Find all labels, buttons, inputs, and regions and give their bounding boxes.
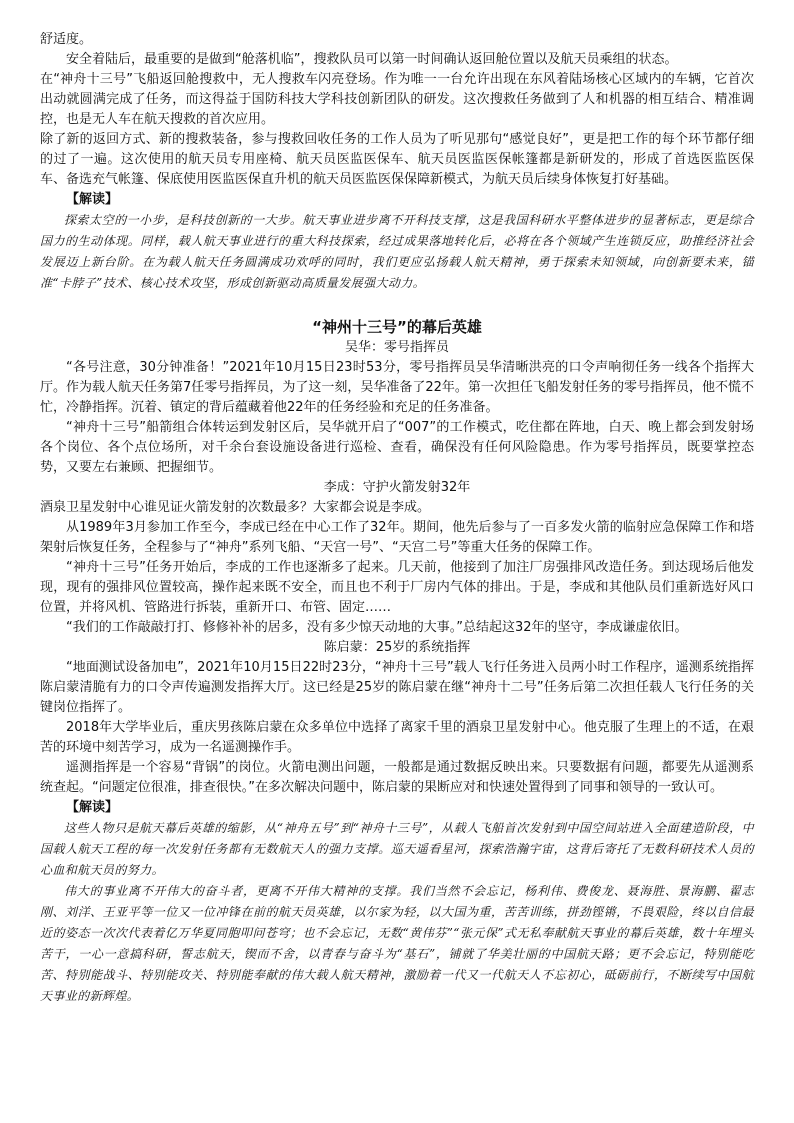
paragraph: 舒适度。 — [40, 32, 93, 47]
paragraph: “神舟十三号”船箭组合体转运到发射区后，吴华就开启了“007”的工作模式，吃住都在阵地，白天、晚上都会到发射场各个岗位、各个点位场所，对千余台套设施设备进行巡检、查看，确保没有任何风险隐患。作为零号指挥员，既要掌控态势，又要左右兼顾、把握细节。 — [40, 420, 754, 475]
section-subtitle: 李成：守护火箭发射32年 — [323, 480, 471, 495]
paragraph: 酒泉卫星发射中心谁见证火箭发射的次数最多？大家都会说是李成。 — [40, 500, 431, 515]
paragraph: 遥测指挥是一个容易“背锅”的岗位。火箭电测出问题，一般都是通过数据反映出来。只要数据有问题，都要先从遥测系统查起。“问题定位很准，排查很快。”在多次解决问题中，陈启蒙的果断应对和快速处置得到了同事和领导的一致认可。 — [40, 760, 754, 795]
section-subtitle: 吴华：零号指挥员 — [344, 340, 449, 355]
commentary-text: 探索太空的一小步，是科技创新的一大步。航天事业进步离不开科技支撑，这是我国科研水平整体进步的显著标志，更是综合国力的生动体现。同样，载人航天事业进行的重大科技探索，经过成果落地转化后，必将在各个领域产生连锁反应，助推经济社会发展迈上新台阶。在为载人航天任务圆满成功欢呼的同时，我们更应弘扬载人航天精神，勇于探索未知领域，向创新要未来，锚准“卡脖子”技术、核心技术攻坚，形成创新驱动高质量发展强大动力。 — [40, 213, 754, 290]
paragraph: 从1989年3月参加工作至今，李成已经在中心工作了32年。期间，他先后参与了一百多发火箭的临射应急保障工作和塔架射后恢复任务，全程参与了“神舟”系列飞船、“天宫一号”、“天宫二号”等重大任务的保障工作。 — [40, 520, 754, 555]
commentary-label: 【解读】 — [66, 800, 119, 815]
commentary-text: 伟大的事业离不开伟大的奋斗者，更离不开伟大精神的支撑。我们当然不会忘记，杨利伟、费俊龙、聂海胜、景海鹏、翟志刚、刘洋、王亚平等一位又一位冲锋在前的航天员英雄，以尔家为轻，以大国为重，苦苦训练，拼劲铿锵，不畏艰险，终以自信最近的姿态一次次代表着亿万华夏同胞叩问苍穹；也不会忘记，无数“黄伟芬”“张元保”式无私奉献航天事业的幕后英雄，数十年埋头苦干，一心一意搞科研，誓志航天，锲而不舍，以青春与奋斗为“基石”，铺就了华美壮丽的中国航天路；更不会忘记，特别能吃苦、特别能战斗、特别能攻关、特别能奉献的伟大载人航天精神，激励着一代又一代航天人不忘初心，砥砺前行，不断续写中国航天事业的新辉煌。 — [40, 884, 754, 1003]
paragraph: “各号注意，30分钟准备！”2021年10月15日23时53分，零号指挥员吴华清晰洪亮的口令声响彻任务一线各个指挥大厅。作为载人航天任务第7任零号指挥员，为了这一刻，吴华准备了22年。第一次担任飞船发射任务的零号指挥员，他不慌不忙，冷静指挥。沉着、镇定的背后蕴藏着他22年的任务经验和充足的任务准备。 — [40, 360, 754, 415]
paragraph: 安全着陆后，最重要的是做到“舱落机临”，搜救队员可以第一时间确认返回舱位置以及航天员乘组的状态。 — [66, 52, 678, 67]
commentary-text: 这些人物只是航天幕后英雄的缩影，从“神舟五号”到“神舟十三号”，从载人飞船首次发射到中国空间站进入全面建造阶段，中国载人航天工程的每一次发射任务都有无数航天人的强力支撑。巡天遥看星河，探索浩瀚宇宙，这背后寄托了无数科研技术人员的心血和航天员的努力。 — [40, 821, 754, 877]
paragraph: “我们的工作敲敲打打、修修补补的居多，没有多少惊天动地的大事。”总结起这32年的坚守，李成谦虚依旧。 — [66, 620, 688, 635]
paragraph: 在“神舟十三号”飞船返回舱搜救中，无人搜救车闪亮登场。作为唯一一台允许出现在东风着陆场核心区域内的车辆，它首次出动就圆满完成了任务，而这得益于国防科技大学科技创新团队的研发。这次搜救任务做到了人和机器的相互结合、精准调控，也是无人车在航天搜救的首次应用。 — [40, 72, 754, 127]
paragraph: 除了新的返回方式、新的搜救装备，参与搜救回收任务的工作人员为了听见那句“感觉良好”，更是把工作的每个环节都仔细的过了一遍。这次使用的航天员专用座椅、航天员医监医保车、航天员医监医保帐篷都是新研发的，形成了首选医监医保车、备选充气帐篷、保底使用医监医保直升机的航天员医监医保保障新模式，为航天员后续身体恢复打好基础。 — [40, 132, 754, 187]
article-title: “神州十三号”的幕后英雄 — [312, 318, 482, 336]
paragraph: 2018年大学毕业后，重庆男孩陈启蒙在众多单位中选择了离家千里的酒泉卫星发射中心。他克服了生理上的不适，在艰苦的环境中刻苦学习，成为一名遥测操作手。 — [40, 720, 754, 755]
section-subtitle: 陈启蒙：25岁的系统指挥 — [323, 640, 471, 655]
commentary-label: 【解读】 — [66, 192, 119, 207]
paragraph: “地面测试设备加电”，2021年10月15日22时23分，“神舟十三号”载人飞行任务进入员两小时工作程序，遥测系统指挥陈启蒙清脆有力的口令声传遍测发指挥大厅。这已经是25岁的陈启蒙在继“神舟十二号”任务后第二次担任载人飞行任务的关键岗位指挥了。 — [40, 660, 754, 715]
paragraph: “神舟十三号”任务开始后，李成的工作也逐渐多了起来。几天前，他接到了加注厂房强排风改造任务。到达现场后他发现，现有的强排风位置较高，操作起来既不安全，而且也不利于厂房内气体的排出。于是，李成和其他队员们重新选好风口位置，并将风机、管路进行拆装，重新开口、布管、固定…… — [40, 560, 754, 615]
